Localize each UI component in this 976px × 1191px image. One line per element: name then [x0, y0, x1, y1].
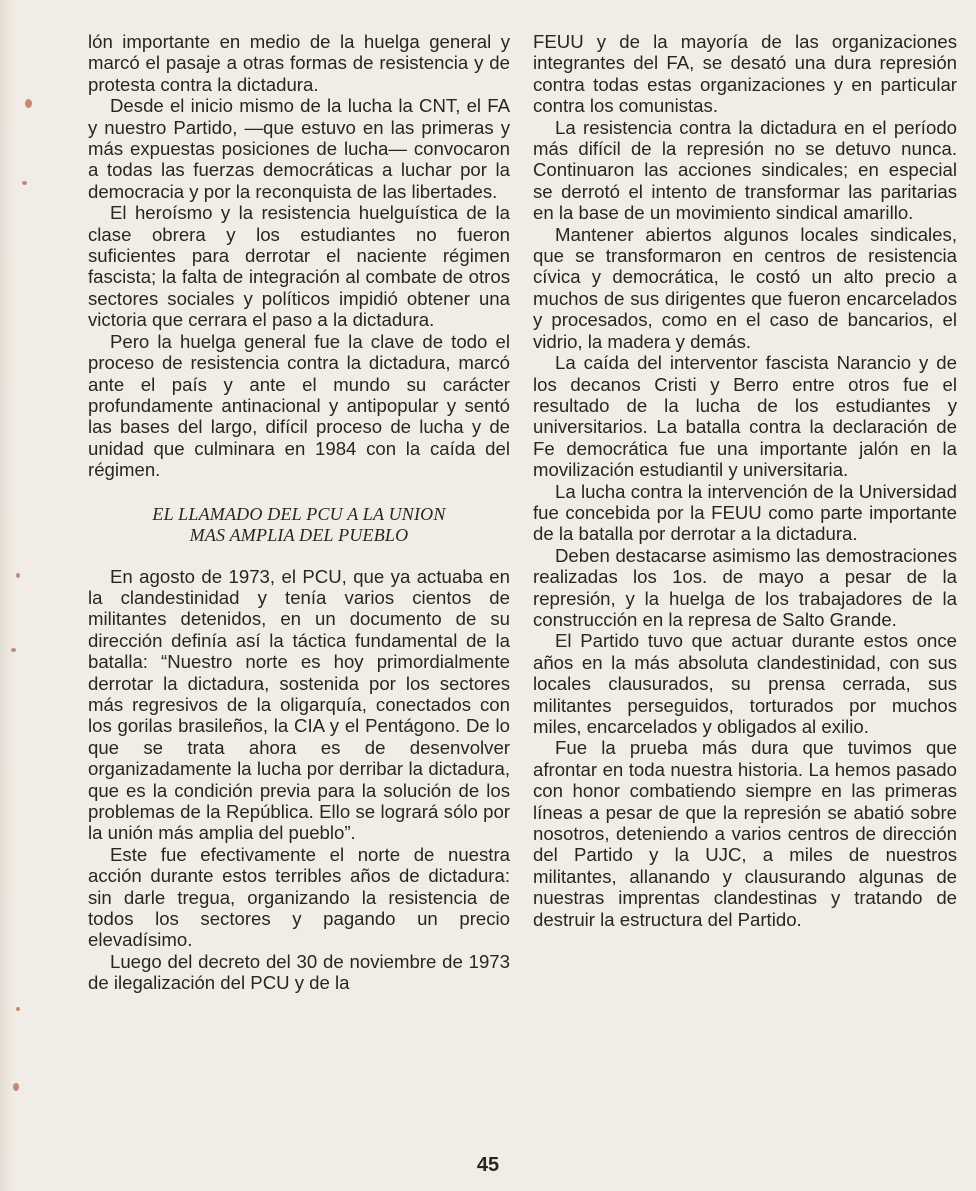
paragraph: La resistencia contra la dictadura en el período más difícil de la represión no se detuvo nunca. Continuaron las acciones sindicales; en especial se derrotó el intento de transformar las paritarias en la base de un movimiento sindical amarillo.: [533, 116, 957, 224]
left-column: [88, 31, 510, 994]
page-fold-shadow: [0, 0, 14, 1191]
page-number: 45: [476, 1154, 500, 1176]
margin-mark: [22, 181, 27, 185]
paragraph: El Partido tuvo que actuar durante estos once años en la más absoluta clandestinidad, con sus locales clausurados, su prensa cerrada, sus militantes perseguidos, torturados por muchos miles, encarcelados y obligados al exilio.: [533, 630, 957, 737]
right-column: [533, 31, 957, 930]
margin-mark: [25, 99, 32, 108]
paragraph: Desde el inicio mismo de la lucha la CNT, el FA y nuestro Partido, —que estuvo en las primeras y más expuestas posiciones de lucha— convocaron a todas las fuerzas democráticas a luchar por la democracia y por la reconquista de las libertades.: [88, 95, 510, 202]
margin-mark: [11, 648, 16, 652]
section-heading: [88, 504, 510, 546]
section-heading-line: MAS AMPLIA DEL PUEBLO: [189, 524, 409, 545]
paragraph: Pero la huelga general fue la clave de todo el proceso de resistencia contra la dictadura, marcó ante el país y ante el mundo su carácter profundamente antinacional y antipopular y sentó las bases del largo, difícil proceso de lucha y de unidad que culminara en 1984 con la caída del régimen.: [88, 330, 510, 481]
paragraph: Deben destacarse asimismo las demostraciones realizadas los 1os. de mayo a pesar de la represión, y la huelga de los trabajadores de la construcción en la represa de Salto Grande.: [533, 544, 957, 630]
paragraph: La caída del interventor fascista Narancio y de los decanos Cristi y Berro entre otros fue el resultado de la lucha de los estudiantes y universitarios. La batalla contra la declaración de Fe democrática fue una importante jalón en la movilización estudiantil y universitaria.: [533, 352, 957, 481]
paragraph: FEUU y de la mayoría de las organizaciones integrantes del FA, se desató una dura represión contra todas estas organizaciones y en particular contra los comunistas.: [533, 31, 957, 117]
margin-mark: [16, 1007, 20, 1011]
section-heading-line: EL LLAMADO DEL PCU A LA UNION: [152, 503, 446, 524]
paragraph: Fue la prueba más dura que tuvimos que afrontar en toda nuestra historia. La hemos pasado con honor combatiendo siempre en las primeras líneas a pesar de que la represión se abatió sobre nosotros, deteniendo a varios centros de dirección del Partido y la UJC, a miles de nuestros militantes, allanando y clausurando algunas de nuestras imprentas clandestinas y tratando de destruir la estructura del Partido.: [533, 737, 957, 930]
paragraph: La lucha contra la intervención de la Universidad fue concebida por la FEUU como parte importante de la batalla por derrotar a la dictadura.: [533, 480, 957, 545]
paragraph: Mantener abiertos algunos locales sindicales, que se transformaron en centros de resistencia cívica y democrática, le costó un alto precio a muchos de sus dirigentes que fueron encarcelados y procesados, como en el caso de bancarios, el vidrio, la madera y demás.: [533, 223, 957, 352]
paragraph: Luego del decreto del 30 de noviembre de 1973 de ilegalización del PCU y de la: [88, 950, 510, 994]
margin-mark: [13, 1083, 19, 1091]
paragraph: El heroísmo y la resistencia huelguística de la clase obrera y los estudiantes no fueron suficientes para derrotar el naciente régimen fascista; la falta de integración al combate de otros sectores sociales y políticos impidió obtener una victoria que cerrara el paso a la dictadura.: [88, 202, 510, 331]
paragraph: Este fue efectivamente el norte de nuestra acción durante estos terribles años de dictadura: sin darle tregua, organizando la resistencia de todos los sectores y pagando un precio elevadísimo.: [88, 843, 510, 951]
margin-mark: [16, 573, 20, 578]
paragraph: lón importante en medio de la huelga general y marcó el pasaje a otras formas de resistencia y de protesta contra la dictadura.: [88, 31, 510, 95]
paragraph: En agosto de 1973, el PCU, que ya actuaba en la clandestinidad y tenía varios cientos de militantes detenidos, en un documento de su dirección definía así la táctica fundamental de la batalla: “Nuestro norte es hoy primordialmente derrotar la dictadura, sostenida por los sectores más regresivos de la oligarquía, conectados con los gorilas brasileños, la CIA y el Pentágono. De lo que se trata ahora es de desenvolver organizadamente la lucha por derribar la dictadura, que es la condición previa para la solución de los problemas de la República. Ello se logrará sólo por la unión más amplia del pueblo”.: [88, 565, 510, 844]
